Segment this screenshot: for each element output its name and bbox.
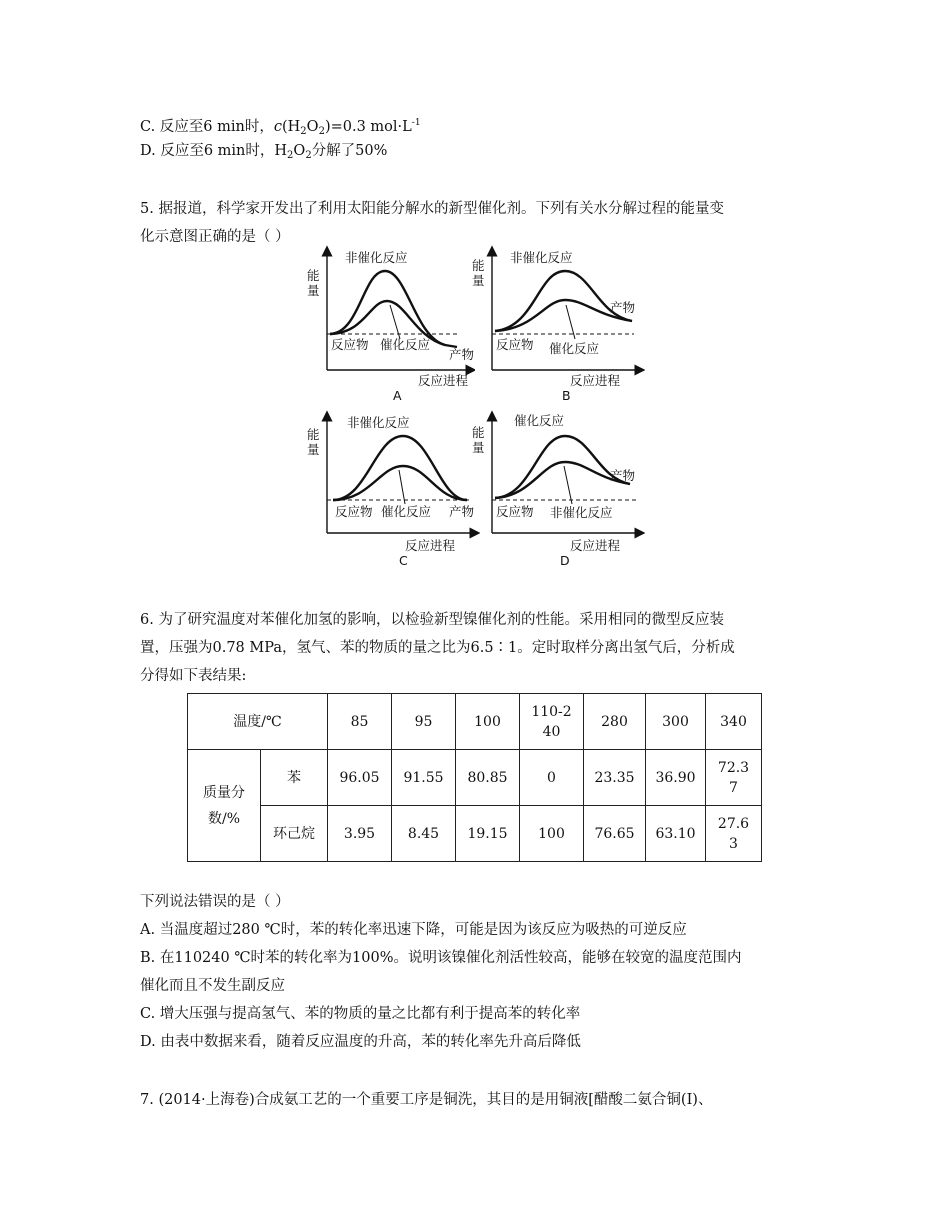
table-header-row bbox=[188, 694, 762, 750]
catalyzed-curve bbox=[333, 466, 467, 500]
value-cell: 3.95 bbox=[328, 806, 392, 862]
graph-b-product-label: 产物 bbox=[610, 300, 636, 315]
graph-c-y-label-1: 能 bbox=[307, 427, 320, 442]
graph-b-lower-curve-label: 催化反应 bbox=[549, 341, 600, 356]
temperature-result-table bbox=[187, 693, 762, 862]
q4-option-c bbox=[140, 113, 421, 142]
row-label-cell: 苯 bbox=[261, 750, 328, 806]
value-cell: 91.55 bbox=[392, 750, 456, 806]
value-cell-text: 27.63 bbox=[717, 815, 750, 852]
q6-stem-line1: 6. 为了研究温度对苯催化加氢的影响，以检验新型镍催化剂的性能。采用相同的微型反应装 bbox=[140, 612, 724, 628]
energy-graph-c bbox=[305, 410, 480, 570]
q5-stem-line1: 5. 据报道，科学家开发出了利用太阳能分解水的新型催化剂。下列有关水分解过程的能量变 bbox=[140, 201, 724, 217]
graph-b-x-label: 反应进程 bbox=[570, 373, 621, 388]
graph-a-y-label-1: 能 bbox=[307, 268, 320, 283]
q6-question: 下列说法错误的是（ ） bbox=[140, 894, 290, 910]
graph-a-letter: A bbox=[393, 388, 402, 403]
value-cell bbox=[706, 750, 762, 806]
graph-c-x-label: 反应进程 bbox=[405, 538, 456, 553]
temp-cell: 280 bbox=[584, 694, 646, 750]
uncatalyzed-curve bbox=[333, 436, 467, 500]
q6-stem-line2: 置，压强为0.78 MPa，氢气、苯的物质的量之比为6.5∶1。定时取样分离出氢气后，分析成 bbox=[140, 640, 735, 656]
q4-c-sub1: 2 bbox=[300, 126, 307, 137]
value-cell: 76.65 bbox=[584, 806, 646, 862]
value-cell: 80.85 bbox=[456, 750, 520, 806]
q4-c-mid: O bbox=[306, 119, 319, 135]
graph-b-y-label-1: 能 bbox=[472, 258, 485, 273]
graph-d-y-label-1: 能 bbox=[472, 425, 485, 440]
temp-cell: 95 bbox=[392, 694, 456, 750]
graph-c-letter: C bbox=[399, 553, 408, 568]
q6-option-d: D. 由表中数据来看，随着反应温度的升高，苯的转化率先升高后降低 bbox=[140, 1034, 581, 1050]
temp-cell: 85 bbox=[328, 694, 392, 750]
graph-c-reactant-label: 反应物 bbox=[335, 504, 373, 519]
graph-a-x-label: 反应进程 bbox=[418, 373, 469, 388]
q4-c-sub2: 2 bbox=[318, 126, 325, 137]
group-label-cell bbox=[188, 750, 261, 862]
graph-a-reactant-label: 反应物 bbox=[331, 337, 369, 352]
uncatalyzed-curve bbox=[330, 271, 457, 347]
header-label-cell: 温度/℃ bbox=[188, 694, 328, 750]
value-cell: 0 bbox=[520, 750, 584, 806]
temp-cell: 300 bbox=[646, 694, 706, 750]
graph-d-product-label: 产物 bbox=[610, 468, 636, 483]
graph-d-top-curve-label: 催化反应 bbox=[514, 413, 565, 428]
graph-c-top-curve-label: 非催化反应 bbox=[347, 415, 410, 430]
q6-option-c: C. 增大压强与提高氢气、苯的物质的量之比都有利于提高苯的转化率 bbox=[140, 1006, 581, 1022]
energy-graph-d bbox=[470, 410, 645, 570]
graph-b-reactant-label: 反应物 bbox=[496, 337, 534, 352]
graph-d-y-label-2: 量 bbox=[472, 440, 485, 455]
q4-c-rest: )=0.3 mol·L bbox=[324, 119, 412, 135]
energy-graph-b bbox=[470, 245, 645, 405]
table-row bbox=[188, 750, 762, 806]
graph-c-y-label-2: 量 bbox=[307, 442, 320, 457]
value-cell: 96.05 bbox=[328, 750, 392, 806]
value-cell bbox=[706, 806, 762, 862]
temp-cell-text: 110-240 bbox=[531, 703, 572, 740]
q4-d-sub1: 2 bbox=[287, 150, 294, 161]
temp-cell: 340 bbox=[706, 694, 762, 750]
q4-c-var: c bbox=[273, 119, 282, 135]
value-cell: 36.90 bbox=[646, 750, 706, 806]
energy-graph-a bbox=[305, 245, 475, 405]
graph-d-lower-curve-label: 非催化反应 bbox=[550, 505, 613, 520]
value-cell: 23.35 bbox=[584, 750, 646, 806]
q4-d-sub2: 2 bbox=[305, 150, 312, 161]
q6-option-b-line2: 催化而且不发生副反应 bbox=[140, 978, 285, 994]
q7-stem-line1: 7. (2014·上海卷)合成氨工艺的一个重要工序是铜洗，其目的是用铜液[醋酸二氨合铜(Ⅰ)、 bbox=[140, 1092, 713, 1108]
graph-d-reactant-label: 反应物 bbox=[496, 504, 534, 519]
group-label-text: 质量分数/% bbox=[203, 784, 245, 827]
q6-option-a: A. 当温度超过280 ℃时，苯的转化率迅速下降，可能是因为该反应为吸热的可逆反应 bbox=[140, 922, 687, 938]
row-label-cell: 环己烷 bbox=[261, 806, 328, 862]
q4-c-prefix: C. 反应至6 min时， bbox=[140, 119, 274, 135]
temp-cell: 100 bbox=[456, 694, 520, 750]
lower-curve-pointer bbox=[564, 466, 572, 504]
q4-d-rest: 分解了50% bbox=[311, 143, 388, 159]
q4-d-prefix: D. 反应至6 min时，H bbox=[140, 143, 288, 159]
graph-b-y-label-2: 量 bbox=[472, 273, 485, 288]
value-cell: 63.10 bbox=[646, 806, 706, 862]
q4-option-d bbox=[140, 141, 387, 166]
graph-b-top-curve-label: 非催化反应 bbox=[510, 250, 573, 265]
q5-stem-line2: 化示意图正确的是（ ） bbox=[140, 229, 290, 245]
graph-d-letter: D bbox=[560, 553, 570, 568]
graph-c-product-label: 产物 bbox=[449, 504, 475, 519]
graph-a-y-label-2: 量 bbox=[307, 283, 320, 298]
temp-cell bbox=[520, 694, 584, 750]
q4-c-open: (H bbox=[281, 119, 301, 135]
table-row bbox=[188, 806, 762, 862]
value-cell: 19.15 bbox=[456, 806, 520, 862]
graph-b-letter: B bbox=[562, 388, 571, 403]
value-cell: 8.45 bbox=[392, 806, 456, 862]
q6-stem-line3: 分得如下表结果: bbox=[140, 668, 247, 684]
value-cell-text: 72.37 bbox=[717, 759, 750, 796]
graph-c-lower-curve-label: 催化反应 bbox=[381, 504, 432, 519]
graph-a-product-label: 产物 bbox=[449, 347, 475, 362]
value-cell: 100 bbox=[520, 806, 584, 862]
q6-option-b-line1: B. 在110240 ℃时苯的转化率为100%。说明该镍催化剂活性较高，能够在较宽的温度范围内 bbox=[140, 950, 742, 966]
graph-a-top-curve-label: 非催化反应 bbox=[345, 250, 408, 265]
graph-d-x-label: 反应进程 bbox=[570, 538, 621, 553]
graph-a-lower-curve-label: 催化反应 bbox=[380, 337, 431, 352]
lower-curve-pointer bbox=[399, 470, 405, 504]
q4-c-sup: -1 bbox=[411, 118, 421, 128]
upper-curve bbox=[495, 436, 630, 498]
q4-d-mid: O bbox=[293, 143, 306, 159]
